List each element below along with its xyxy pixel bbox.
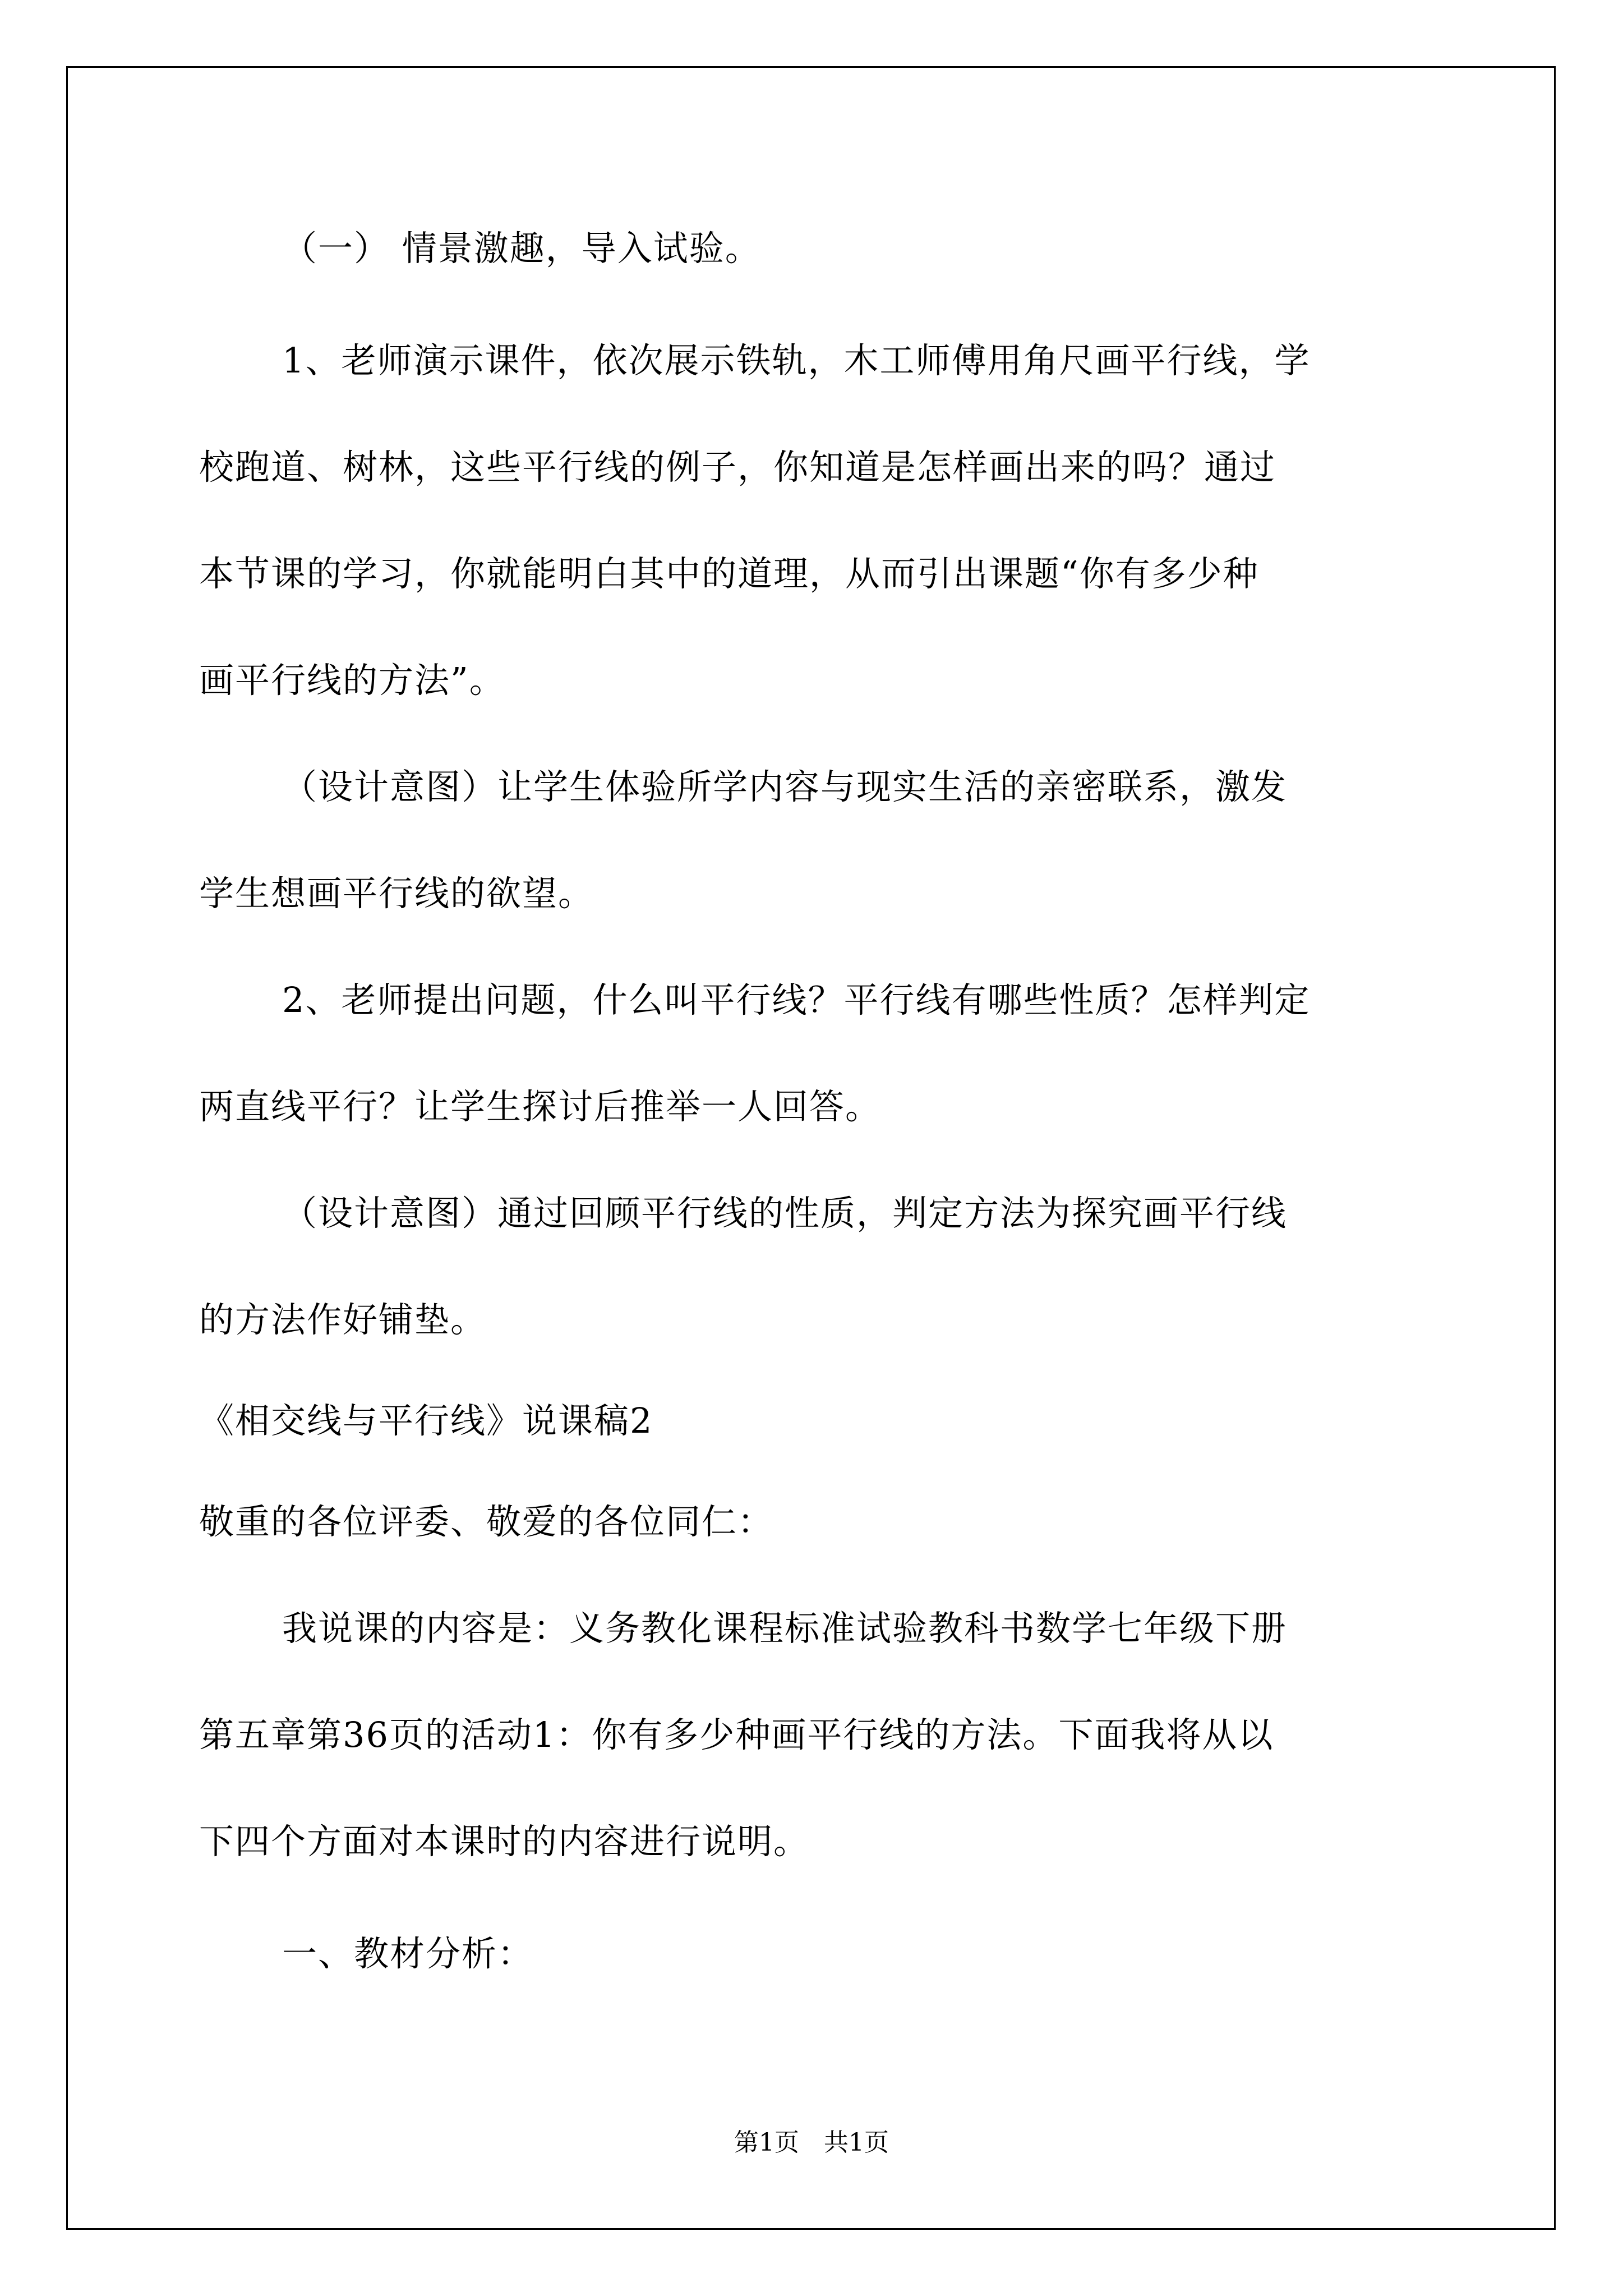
paragraph-line: 本节课的学习，你就能明白其中的道理，从而引出课题“你有多少种: [199, 553, 1259, 594]
greeting-line: 敬重的各位评委、敬爱的各位同仁：: [199, 1501, 774, 1542]
document-title: 《相交线与平行线》说课稿2: [199, 1400, 653, 1441]
paragraph-line: 第五章第36页的活动1：你有多少种画平行线的方法。下面我将从以: [199, 1714, 1274, 1755]
paragraph-line: （设计意图）通过回顾平行线的性质，判定方法为探究画平行线: [282, 1193, 1288, 1234]
paragraph-line: 的方法作好铺垫。: [199, 1299, 487, 1340]
paragraph-line: 校跑道、树林，这些平行线的例子，你知道是怎样画出来的吗？通过: [199, 447, 1276, 487]
paragraph-line: 两直线平行？让学生探讨后推举一人回答。: [199, 1086, 882, 1127]
page-number-footer: 第1页 共1页: [734, 2128, 889, 2157]
paragraph-line: 学生想画平行线的欲望。: [199, 873, 594, 914]
paragraph-line: 1、老师演示课件，依次展示铁轨，木工师傅用角尺画平行线，学: [282, 340, 1311, 381]
paragraph-line: 画平行线的方法”。: [199, 660, 505, 701]
section-heading-intro: （一） 情景激趣，导入试验。: [282, 228, 761, 269]
paragraph-line: 下四个方面对本课时的内容进行说明。: [199, 1821, 810, 1862]
paragraph-line: 我说课的内容是：义务教化课程标准试验教科书数学七年级下册: [282, 1608, 1288, 1649]
paragraph-line: 2、老师提出问题，什么叫平行线？平行线有哪些性质？怎样判定: [282, 979, 1311, 1020]
section-heading-analysis: 一、教材分析：: [282, 1933, 534, 1974]
paragraph-line: （设计意图）让学生体验所学内容与现实生活的亲密联系，激发: [282, 766, 1288, 807]
